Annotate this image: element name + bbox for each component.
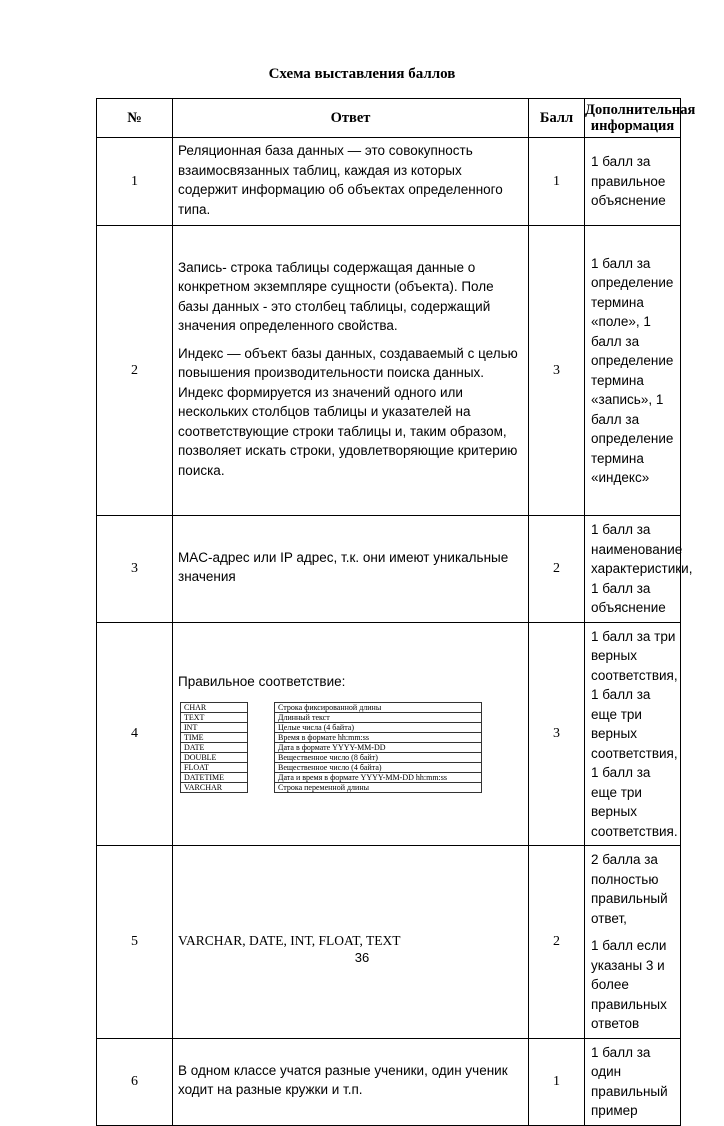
data-type-cell: TEXT: [181, 712, 248, 722]
answer-cell: [173, 226, 529, 516]
row-number: 6: [97, 1038, 173, 1125]
row-number: 2: [97, 226, 173, 516]
header-score: Балл: [529, 99, 585, 138]
answer-text: Индекс — объект базы данных, создаваемый с целью повышения производительности поиска данных. Индекс формируется из значений одного или нескольких столбцов таблицы и указателей на соответствующие строки таблицы и, таким образом, позволяет искать строки, удовлетворяющие критерию поиска.: [178, 345, 518, 478]
matching-row: [181, 772, 482, 782]
answer-text: В одном классе учатся разные ученики, один ученик ходит на разные кружки и т.п.: [178, 1062, 508, 1097]
info-text: 1 балл если указаны 3 и более правильных ответов: [591, 938, 667, 1031]
spacer: [248, 732, 275, 742]
spacer: [248, 782, 275, 792]
answer-cell: [173, 516, 529, 623]
spacer: [248, 762, 275, 772]
info-cell: [585, 138, 681, 226]
page-number: 36: [354, 950, 370, 965]
table-row: [97, 622, 681, 846]
description-cell: Дата в формате YYYY-MM-DD: [275, 742, 482, 752]
table-row: [97, 1038, 681, 1125]
matching-row: [181, 782, 482, 792]
table-header-row: [97, 99, 681, 138]
answer-text: Реляционная база данных — это совокупность взаимосвязанных таблиц, каждая из которых содержит информацию об объектах определенного типа.: [178, 143, 503, 217]
spacer: [248, 722, 275, 732]
score-cell: 1: [529, 138, 585, 226]
row-number: 4: [97, 622, 173, 846]
info-text: 1 балл за три верных соответствия, 1 балл за еще три верных соответствия, 1 балл за еще три верных соответствия.: [591, 628, 678, 839]
info-cell: [585, 516, 693, 623]
answer-text: MAC-адрес или IP адрес, т.к. они имеют уникальные значения: [178, 549, 509, 585]
description-cell: Дата и время в формате YYYY-MM-DD hh:mm:ss: [275, 772, 482, 782]
info-text: 1 балл за правильное объяснение: [591, 154, 666, 209]
data-type-cell: FLOAT: [181, 762, 248, 772]
info-cell: [585, 226, 681, 516]
page-title: Схема выставления баллов: [268, 66, 456, 82]
matching-row: [181, 722, 482, 732]
matching-row: [181, 712, 482, 722]
score-cell: 2: [529, 846, 585, 1039]
spacer: [248, 712, 275, 722]
description-cell: Строка переменной длины: [275, 782, 482, 792]
matching-table: [180, 702, 482, 793]
info-text: 1 балл за определение термина «поле», 1 балл за определение термина «запись», 1 балл за определение термина «индекс»: [591, 255, 674, 485]
score-cell: 1: [529, 1038, 585, 1125]
info-text: 2 балла за полностью правильный ответ,: [591, 852, 668, 926]
answer-text: Правильное соответствие:: [178, 674, 346, 689]
table-row: [97, 516, 681, 623]
table-row: [97, 846, 681, 1039]
matching-row: [181, 732, 482, 742]
data-type-cell: DATE: [181, 742, 248, 752]
description-cell: Вещественное число (8 байт): [275, 752, 482, 762]
description-cell: Строка фиксированной длины: [275, 702, 482, 712]
data-type-cell: DOUBLE: [181, 752, 248, 762]
info-cell: [585, 622, 681, 846]
header-answer: Ответ: [173, 99, 529, 138]
score-cell: 3: [529, 226, 585, 516]
matching-row: [181, 742, 482, 752]
answer-text: Запись- строка таблицы содержащая данные о конкретном экземпляре сущности (объекта). Поле базы данных - это столбец таблицы, содержащий значения определенного свойства.: [178, 259, 494, 334]
header-number: №: [97, 99, 173, 138]
spacer: [248, 742, 275, 752]
data-type-cell: TIME: [181, 732, 248, 742]
row-number: 1: [97, 138, 173, 226]
table-row: [97, 226, 681, 516]
matching-row: [181, 762, 482, 772]
description-cell: Целые числа (4 байта): [275, 722, 482, 732]
info-cell: [585, 1038, 681, 1125]
data-type-cell: INT: [181, 722, 248, 732]
header-info: Дополнительная информация: [585, 99, 681, 138]
matching-row: [181, 702, 482, 712]
data-type-cell: DATETIME: [181, 772, 248, 782]
description-cell: Вещественное число (4 байта): [275, 762, 482, 772]
spacer: [248, 702, 275, 712]
score-cell: 2: [529, 516, 585, 623]
info-text: 1 балл за один правильный пример: [591, 1044, 668, 1118]
answer-cell: [173, 1038, 529, 1125]
answer-cell: [173, 622, 529, 846]
description-cell: Длинный текст: [275, 712, 482, 722]
answer-cell: [173, 846, 529, 1039]
row-number: 3: [97, 516, 173, 623]
description-cell: Время в формате hh:mm:ss: [275, 732, 482, 742]
row-number: 5: [97, 846, 173, 1039]
matching-row: [181, 752, 482, 762]
spacer: [248, 772, 275, 782]
spacer: [248, 752, 275, 762]
answer-text: VARCHAR, DATE, INT, FLOAT, TEXT: [178, 932, 401, 948]
data-type-cell: CHAR: [181, 702, 248, 712]
table-row: [97, 138, 681, 226]
answer-cell: [173, 138, 529, 226]
scoring-table: [96, 98, 696, 1126]
data-type-cell: VARCHAR: [181, 782, 248, 792]
info-cell: [585, 846, 681, 1039]
score-cell: 3: [529, 622, 585, 846]
info-text: 1 балл за наименование характеристики, 1 балл за объяснение: [591, 522, 693, 615]
